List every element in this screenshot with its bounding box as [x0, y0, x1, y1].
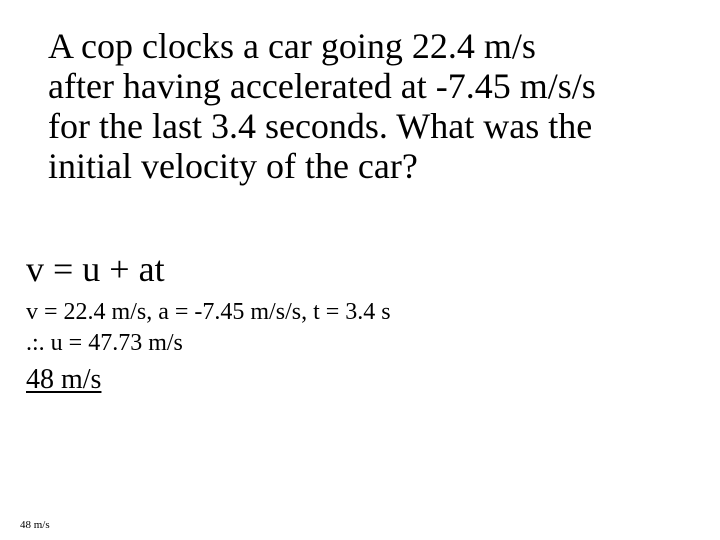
question-line-1: A cop clocks a car going 22.4 m/s [48, 26, 536, 66]
therefore-result: .:. u = 47.73 m/s [26, 330, 183, 356]
final-answer: 48 m/s [26, 364, 102, 395]
formula: v = u + at [26, 249, 165, 289]
question-line-2: after having accelerated at -7.45 m/s/s [48, 66, 596, 106]
question-line-3: for the last 3.4 seconds. What was the [48, 106, 593, 146]
question-line-4: initial velocity of the car? [48, 146, 418, 186]
footnote: 48 m/s [20, 519, 50, 531]
question-text [48, 26, 688, 186]
given-values: v = 22.4 m/s, a = -7.45 m/s/s, t = 3.4 s [26, 299, 391, 325]
